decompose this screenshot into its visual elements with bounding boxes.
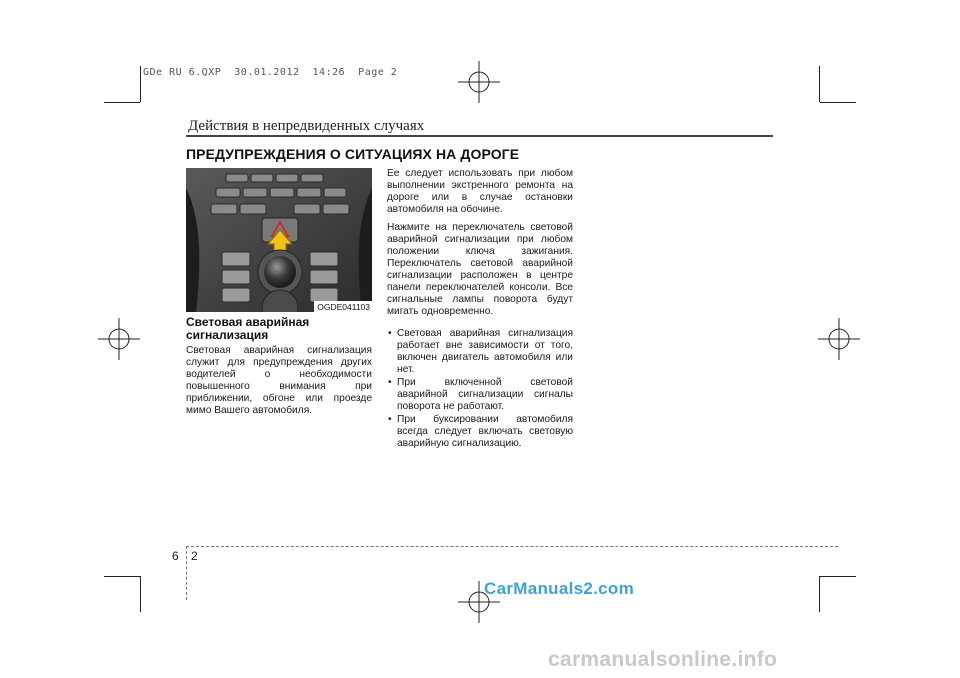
section-title: Действия в непредвиденных случаях [188,118,425,134]
right-paragraph-2: Нажмите на переключатель световой аварийной сигнализации при любом положении ключа зажигания. Переключатель световой аварийной сигнализации расположен в центре панели переключателей консоли. Все сигнальные лампы поворота будут мигать одновременно. [387,222,573,317]
watermark-carmanualsonline[interactable]: carmanualsonline.info [548,648,778,671]
sub-heading: Световая аварийная сигнализация [186,315,310,342]
registration-mark-right [818,318,860,360]
console-illustration [186,168,372,312]
list-item: • При буксировании автомобиля всегда следует включать световую аварийную сигнализацию. [387,414,573,450]
left-paragraph [186,345,372,423]
page-number-chapter: 6 [172,549,179,563]
right-column [387,168,573,451]
page-number-page: 2 [191,549,198,563]
registration-mark-left [98,318,140,360]
watermark-carmanuals2[interactable]: CarManuals2.com [484,579,634,598]
section-rule [186,135,773,137]
registration-mark-top [458,61,500,103]
figure-code: OGDE041103 [314,301,372,312]
hazard-switch-console-photo [186,168,372,312]
page-heading: ПРЕДУПРЕЖДЕНИЯ О СИТУАЦИЯХ НА ДОРОГЕ [186,146,520,162]
right-paragraph-1: Ее следует использовать при любом выполнении экстренного ремонта на дороге или в случае остановки автомобиля на обочине. [387,168,573,215]
bullet-list [387,328,573,450]
list-item: • При включенной световой аварийной сигнализации сигналы поворота не работают. [387,377,573,413]
print-header: GDe RU 6.QXP 30.01.2012 14:26 Page 2 [143,67,398,78]
footer-divider [186,546,187,600]
footer-rule [186,546,838,547]
list-item: • Световая аварийная сигнализация работает вне зависимости от того, включен двигатель автомобиля или нет. [387,328,573,376]
left-paragraph-text: Световая аварийная сигнализация служит для предупреждения других водителей о необходимости повышенного внимания при приближении, обгоне или проезде мимо Вашего автомобиля. [186,345,372,416]
